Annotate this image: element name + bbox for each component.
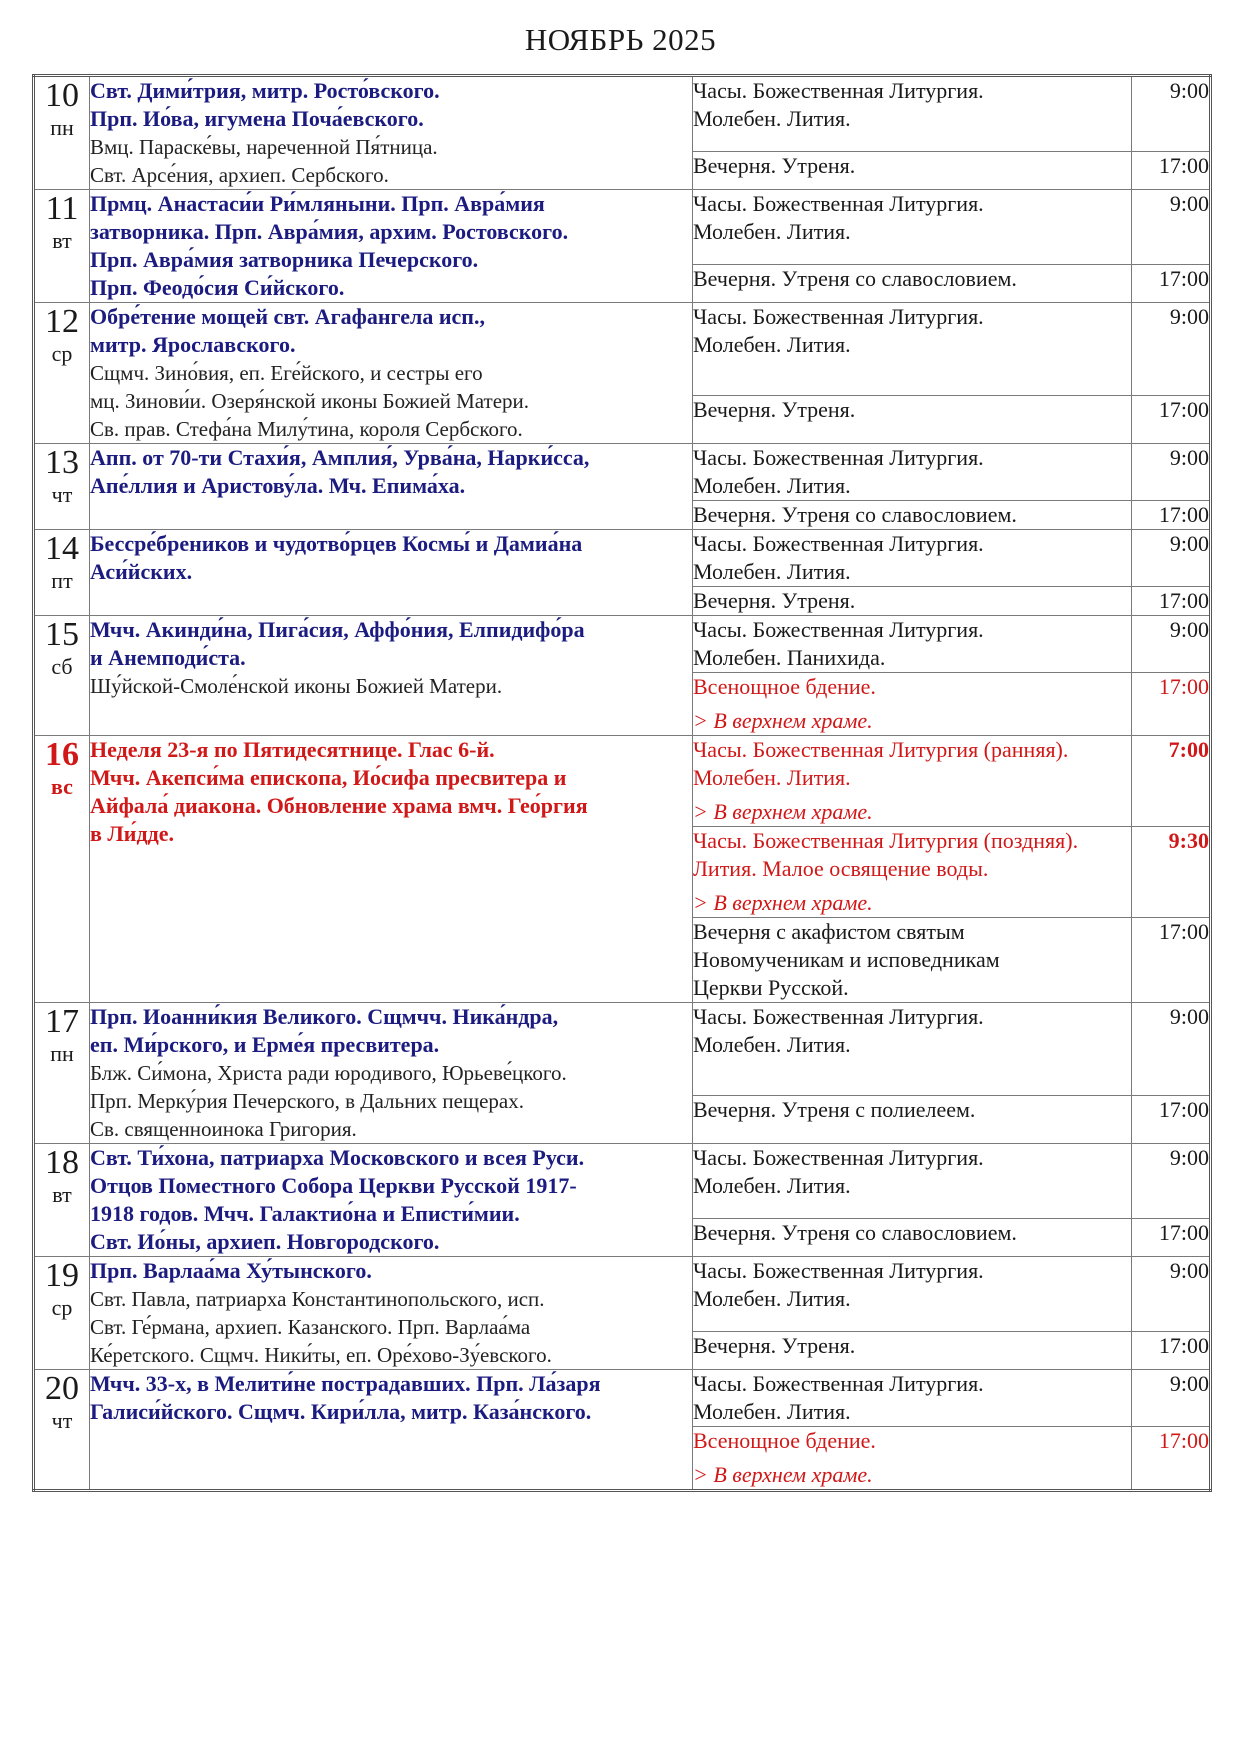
day-cell	[34, 736, 90, 1003]
secondary-commemoration: Шу́йской-Смоле́нской иконы Божией Матери.	[90, 674, 503, 698]
service-time: 17:00	[1132, 587, 1211, 616]
service-cell	[693, 530, 1132, 587]
weekday: ср	[51, 1295, 73, 1320]
service-time: 9:00	[1132, 1370, 1211, 1427]
service-name: Часы. Божественная Литургия. Молебен. Лития.	[693, 1004, 984, 1057]
day-number: 13	[45, 444, 79, 481]
weekday: ср	[51, 341, 73, 366]
main-commemoration: Прп. Варлаа́ма Ху́тынского.	[90, 1258, 372, 1283]
day-number: 20	[45, 1370, 79, 1407]
service-name: Часы. Божественная Литургия. Молебен. Лития.	[693, 78, 984, 131]
service-name: Всенощное бдение.	[693, 674, 876, 699]
day-number: 10	[45, 77, 79, 114]
commemoration-cell	[90, 76, 693, 190]
commemoration-cell	[90, 1257, 693, 1370]
weekday: сб	[51, 654, 73, 679]
schedule-row	[34, 616, 1211, 673]
service-time: 17:00	[1132, 501, 1211, 530]
main-commemoration: Свт. Ти́хона, патриарха Московского и всея Руси. Отцов Поместного Собора Церкви Русской 1917- 1918 годов. Мчч. Галактио́на и Еписти́мии. Свт. Ио́ны, архиеп. Новгородского.	[90, 1145, 585, 1254]
main-commemoration: Прп. Иоанни́кия Великого. Сщмчч. Ника́ндра, еп. Ми́рского, и Ерме́я пресвитера.	[90, 1004, 559, 1057]
location-note: > В верхнем храме.	[693, 890, 873, 915]
schedule-row	[34, 1003, 1211, 1096]
service-time: 17:00	[1132, 264, 1211, 302]
service-cell	[693, 1427, 1132, 1491]
secondary-commemoration: Сщмч. Зино́вия, еп. Еге́йского, и сестры его мц. Зинови́и. Озеря́нской иконы Божией Матери. Св. прав. Стефа́на Милу́тина, короля Сербского.	[90, 361, 530, 441]
service-time: 9:00	[1132, 530, 1211, 587]
day-number: 11	[45, 190, 79, 227]
day-number: 17	[45, 1003, 79, 1040]
schedule-row	[34, 1257, 1211, 1332]
commemoration-cell	[90, 736, 693, 1003]
service-time: 9:00	[1132, 616, 1211, 673]
service-name: Вечерня. Утреня со славословием.	[693, 502, 1017, 527]
service-time: 9:00	[1132, 444, 1211, 501]
day-cell	[34, 1003, 90, 1144]
day-cell	[34, 1144, 90, 1257]
day-cell	[34, 616, 90, 736]
service-cell	[693, 587, 1132, 616]
day-cell	[34, 1257, 90, 1370]
service-time: 17:00	[1132, 918, 1211, 1003]
service-time: 9:00	[1132, 303, 1211, 396]
page-title: НОЯБРЬ 2025	[524, 22, 717, 57]
service-name: Вечерня. Утреня.	[693, 397, 856, 423]
day-number: 15	[45, 616, 79, 653]
weekday: вс	[51, 774, 73, 799]
commemoration-cell	[90, 1370, 693, 1491]
commemoration-cell	[90, 190, 693, 303]
weekday: пт	[51, 568, 73, 593]
schedule-row	[34, 76, 1211, 152]
service-cell	[693, 444, 1132, 501]
service-time: 9:00	[1132, 76, 1211, 152]
service-cell	[693, 501, 1132, 530]
schedule-row	[34, 1370, 1211, 1427]
service-name: Часы. Божественная Литургия. Молебен. Лития.	[693, 304, 984, 357]
day-cell	[34, 76, 90, 190]
service-time: 9:30	[1132, 827, 1211, 918]
service-cell	[693, 673, 1132, 736]
weekday: вт	[52, 228, 72, 253]
day-number: 14	[45, 530, 79, 567]
service-time: 17:00	[1132, 152, 1211, 190]
weekday: пн	[50, 115, 74, 140]
service-name: Часы. Божественная Литургия. Молебен. Лития.	[693, 531, 984, 584]
schedule-row	[34, 1144, 1211, 1219]
commemoration-cell	[90, 303, 693, 444]
service-name: Вечерня. Утреня.	[693, 1332, 856, 1358]
service-name: Вечерня. Утреня.	[693, 153, 856, 178]
service-cell	[693, 1096, 1132, 1144]
commemoration-cell	[90, 1144, 693, 1257]
commemoration-cell	[90, 530, 693, 616]
service-time: 9:00	[1132, 190, 1211, 265]
service-time: 17:00	[1132, 1331, 1211, 1369]
service-name: Часы. Божественная Литургия (ранняя). Молебен. Лития.	[693, 737, 1069, 790]
schedule-table	[32, 74, 1212, 1492]
schedule-row	[34, 303, 1211, 396]
service-time: 17:00	[1132, 396, 1211, 444]
main-commemoration: Мчч. 33-х, в Мелити́не пострадавших. Прп. Ла́заря Галиси́йского. Сщмч. Кири́лла, митр. Каза́нского.	[90, 1371, 601, 1424]
location-note: > В верхнем храме.	[693, 708, 873, 733]
service-cell	[693, 1370, 1132, 1427]
schedule-row	[34, 530, 1211, 587]
service-name: Часы. Божественная Литургия. Молебен. Лития.	[693, 1371, 984, 1424]
service-name: Вечерня. Утреня со славословием.	[693, 1219, 1017, 1245]
secondary-commemoration: Блж. Си́мона, Христа ради юродивого, Юрьеве́цкого. Прп. Мерку́рия Печерского, в Дальних пещерах. Св. священноинока Григория.	[90, 1061, 567, 1141]
commemoration-cell	[90, 1003, 693, 1144]
service-cell	[693, 190, 1132, 265]
service-name: Часы. Божественная Литургия. Молебен. Лития.	[693, 445, 984, 498]
service-cell	[693, 736, 1132, 827]
schedule-row	[34, 190, 1211, 265]
service-cell	[693, 1331, 1132, 1369]
weekday: чт	[51, 1408, 73, 1433]
day-number: 18	[45, 1144, 79, 1181]
main-commemoration: Обре́тение мощей свт. Агафангела исп., митр. Ярославского.	[90, 304, 485, 357]
service-name: Вечерня. Утреня.	[693, 588, 856, 613]
commemoration-cell	[90, 444, 693, 530]
day-number: 19	[45, 1257, 79, 1294]
service-cell	[693, 303, 1132, 396]
day-number: 12	[45, 303, 79, 340]
service-cell	[693, 1003, 1132, 1096]
service-cell	[693, 152, 1132, 190]
service-time: 17:00	[1132, 1096, 1211, 1144]
day-cell	[34, 444, 90, 530]
secondary-commemoration: Свт. Павла, патриарха Константинопольского, исп. Свт. Ге́рмана, архиеп. Казанского. Прп. Варлаа́ма Ке́ретского. Сщмч. Ники́ты, еп. Оре́хово-Зу́евского.	[90, 1287, 552, 1367]
main-commemoration: Апп. от 70-ти Стахи́я, Амплия́, Урва́на, Нарки́сса, Апе́ллия и Аристову́ла. Мч. Епима́ха.	[90, 445, 590, 498]
service-name: Вечерня. Утреня со славословием.	[693, 265, 1017, 291]
service-cell	[693, 827, 1132, 918]
service-cell	[693, 264, 1132, 302]
main-commemoration: Свт. Дими́трия, митр. Росто́вского. Прп. Ио́ва, игумена Поча́евского.	[90, 78, 440, 131]
service-cell	[693, 396, 1132, 444]
service-name: Всенощное бдение.	[693, 1428, 876, 1453]
service-cell	[693, 616, 1132, 673]
service-name: Часы. Божественная Литургия. Молебен. Лития.	[693, 191, 984, 244]
service-time: 7:00	[1132, 736, 1211, 827]
main-commemoration: Прмц. Анастаси́и Ри́мляныни. Прп. Авра́мия затворника. Прп. Авра́мия, архим. Ростовского. Прп. Авра́мия затворника Печерского. Прп. Феодо́сия Си́йского.	[90, 191, 569, 300]
service-name: Вечерня. Утреня с полиелеем.	[693, 1097, 976, 1123]
main-commemoration: Мчч. Акинди́на, Пига́сия, Аффо́ния, Елпидифо́ра и Анемподи́ста.	[90, 617, 585, 670]
service-time: 9:00	[1132, 1144, 1211, 1219]
day-cell	[34, 1370, 90, 1491]
service-name: Часы. Божественная Литургия (поздняя). Лития. Малое освящение воды.	[693, 828, 1079, 881]
service-name: Часы. Божественная Литургия. Молебен. Лития.	[693, 1145, 984, 1198]
service-name: Вечерня с акафистом святым Новомученикам и исповедникам Церкви Русской.	[693, 919, 1000, 1000]
service-time: 17:00	[1132, 673, 1211, 736]
service-cell	[693, 1218, 1132, 1256]
service-time: 9:00	[1132, 1257, 1211, 1332]
main-commemoration: Неделя 23-я по Пятидесятнице. Глас 6-й. Мчч. Акепси́ма епископа, Ио́сифа пресвитера и Айфала́ диакона. Обновление храма вмч. Гео́ргия в Ли́дде.	[90, 737, 588, 846]
service-cell	[693, 1257, 1132, 1332]
secondary-commemoration: Вмц. Параске́вы, нареченной Пя́тница. Свт. Арсе́ния, архиеп. Сербского.	[90, 135, 438, 187]
service-name: Часы. Божественная Литургия. Молебен. Лития.	[693, 1258, 984, 1311]
day-cell	[34, 303, 90, 444]
weekday: вт	[52, 1182, 72, 1207]
service-cell	[693, 1144, 1132, 1219]
weekday: чт	[51, 482, 73, 507]
day-cell	[34, 530, 90, 616]
schedule-row	[34, 736, 1211, 827]
day-number: 16	[45, 736, 79, 773]
schedule-body	[34, 76, 1211, 1491]
service-time: 17:00	[1132, 1427, 1211, 1491]
service-name: Часы. Божественная Литургия. Молебен. Панихида.	[693, 617, 984, 670]
location-note: > В верхнем храме.	[693, 799, 873, 824]
main-commemoration: Бессре́бреников и чудотво́рцев Космы́ и Дамиа́на Аси́йских.	[90, 531, 583, 584]
schedule-row	[34, 444, 1211, 501]
service-time: 9:00	[1132, 1003, 1211, 1096]
location-note: > В верхнем храме.	[693, 1462, 873, 1487]
service-time: 17:00	[1132, 1218, 1211, 1256]
service-cell	[693, 76, 1132, 152]
commemoration-cell	[90, 616, 693, 736]
service-cell	[693, 918, 1132, 1003]
day-cell	[34, 190, 90, 303]
weekday: пн	[50, 1041, 74, 1066]
